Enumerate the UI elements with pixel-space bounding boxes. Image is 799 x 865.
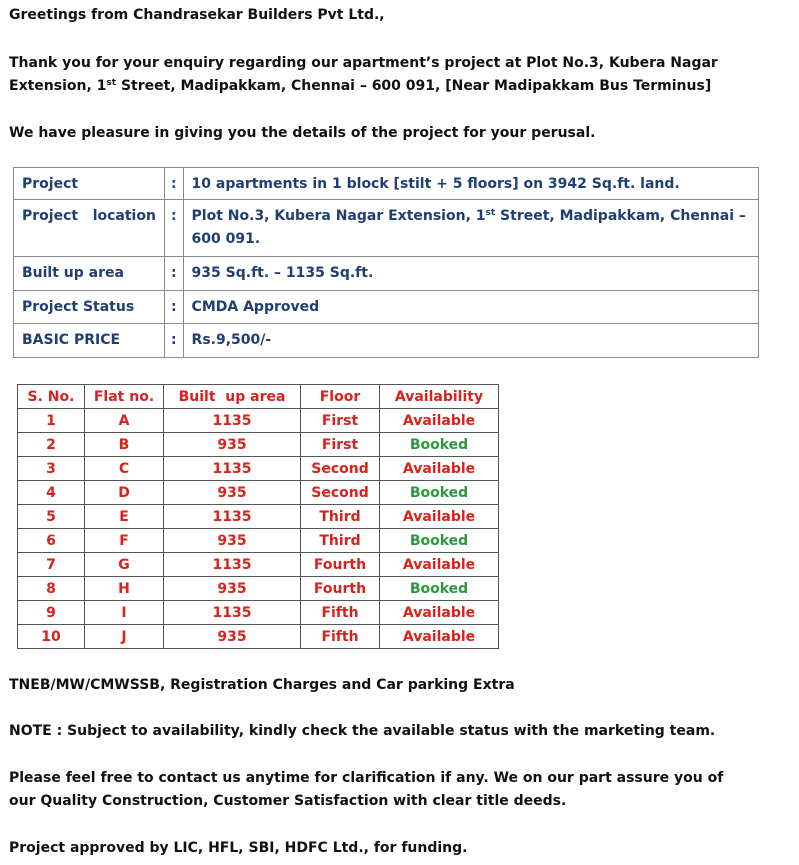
cell-sno: 7 [18,553,85,577]
cell-area: 1135 [164,553,301,577]
cell-status: Available [380,457,499,481]
details-label: Project [14,168,165,200]
table-row [18,409,499,433]
cell-flat: C [85,457,164,481]
cell-status: Booked [380,577,499,601]
details-separator: : [164,324,183,358]
details-separator: : [164,168,183,200]
note-text: NOTE : Subject to availability, kindly check the available status with the marketing team. [9,723,716,739]
details-row-project [14,168,759,200]
availability-header-row [18,385,499,409]
table-row [18,505,499,529]
column-header-flat: Flat no. [85,385,164,409]
extras-text: TNEB/MW/CMWSSB, Registration Charges and Car parking Extra [9,677,515,693]
cell-sno: 9 [18,601,85,625]
details-label: Built up area [14,257,165,291]
cell-flat: H [85,577,164,601]
cell-sno: 4 [18,481,85,505]
cell-sno: 8 [18,577,85,601]
details-separator: : [164,257,183,291]
intro-line-1: Thank you for your enquiry regarding our apartment’s project at Plot No.3, Kubera Nagar [9,55,718,71]
details-row-location [14,200,759,257]
cell-floor: Fourth [301,577,380,601]
table-row [18,553,499,577]
cell-area: 1135 [164,601,301,625]
project-details-table [13,167,759,358]
table-row [18,577,499,601]
greeting-text: Greetings from Chandrasekar Builders Pvt Ltd., [9,7,385,23]
cell-area: 1135 [164,457,301,481]
contact-line-2: our Quality Construction, Customer Satisfaction with clear title deeds. [9,793,567,809]
cell-flat: A [85,409,164,433]
cell-status: Booked [380,481,499,505]
column-header-sno: S. No. [18,385,85,409]
details-separator: : [164,200,183,257]
details-row-status [14,291,759,324]
approval-text: Project approved by LIC, HFL, SBI, HDFC Ltd., for funding. [9,840,468,856]
table-row [18,457,499,481]
cell-area: 935 [164,577,301,601]
cell-floor: Third [301,505,380,529]
details-separator: : [164,291,183,324]
availability-table [17,384,499,649]
details-value: 10 apartments in 1 block [stilt + 5 floors] on 3942 Sq.ft. land. [183,168,758,200]
details-label: Project location [14,200,165,257]
column-header-availability: Availability [380,385,499,409]
cell-status: Available [380,625,499,649]
cell-sno: 5 [18,505,85,529]
cell-floor: Fourth [301,553,380,577]
cell-sno: 3 [18,457,85,481]
cell-floor: Second [301,457,380,481]
cell-area: 935 [164,433,301,457]
cell-area: 1135 [164,505,301,529]
cell-area: 1135 [164,409,301,433]
cell-status: Available [380,601,499,625]
details-value: Rs.9,500/- [183,324,758,358]
cell-floor: Third [301,529,380,553]
cell-floor: Fifth [301,625,380,649]
details-label: BASIC PRICE [14,324,165,358]
column-header-area: Built up area [164,385,301,409]
details-value: Plot No.3, Kubera Nagar Extension, 1st Street, Madipakkam, Chennai – 600 091. [183,200,758,257]
cell-sno: 1 [18,409,85,433]
cell-sno: 6 [18,529,85,553]
column-header-floor: Floor [301,385,380,409]
cell-floor: First [301,433,380,457]
cell-flat: G [85,553,164,577]
intro-line-2: Extension, 1st Street, Madipakkam, Chennai – 600 091, [Near Madipakkam Bus Terminus] [9,78,712,94]
table-row [18,481,499,505]
cell-flat: F [85,529,164,553]
cell-status: Booked [380,433,499,457]
cell-flat: E [85,505,164,529]
cell-status: Available [380,409,499,433]
table-row [18,433,499,457]
cell-area: 935 [164,481,301,505]
cell-area: 935 [164,625,301,649]
pleasure-text: We have pleasure in giving you the details of the project for your perusal. [9,125,596,141]
cell-sno: 2 [18,433,85,457]
cell-floor: Fifth [301,601,380,625]
table-row [18,529,499,553]
details-value: 935 Sq.ft. – 1135 Sq.ft. [183,257,758,291]
table-row [18,601,499,625]
cell-floor: Second [301,481,380,505]
cell-status: Available [380,553,499,577]
cell-flat: B [85,433,164,457]
cell-flat: D [85,481,164,505]
cell-flat: J [85,625,164,649]
cell-status: Available [380,505,499,529]
details-row-builtup [14,257,759,291]
cell-area: 935 [164,529,301,553]
details-value: CMDA Approved [183,291,758,324]
cell-status: Booked [380,529,499,553]
cell-floor: First [301,409,380,433]
contact-line-1: Please feel free to contact us anytime for clarification if any. We on our part assure you of [9,770,724,786]
cell-flat: I [85,601,164,625]
details-row-price [14,324,759,358]
table-row [18,625,499,649]
availability-rows [18,409,499,649]
cell-sno: 10 [18,625,85,649]
details-label: Project Status [14,291,165,324]
